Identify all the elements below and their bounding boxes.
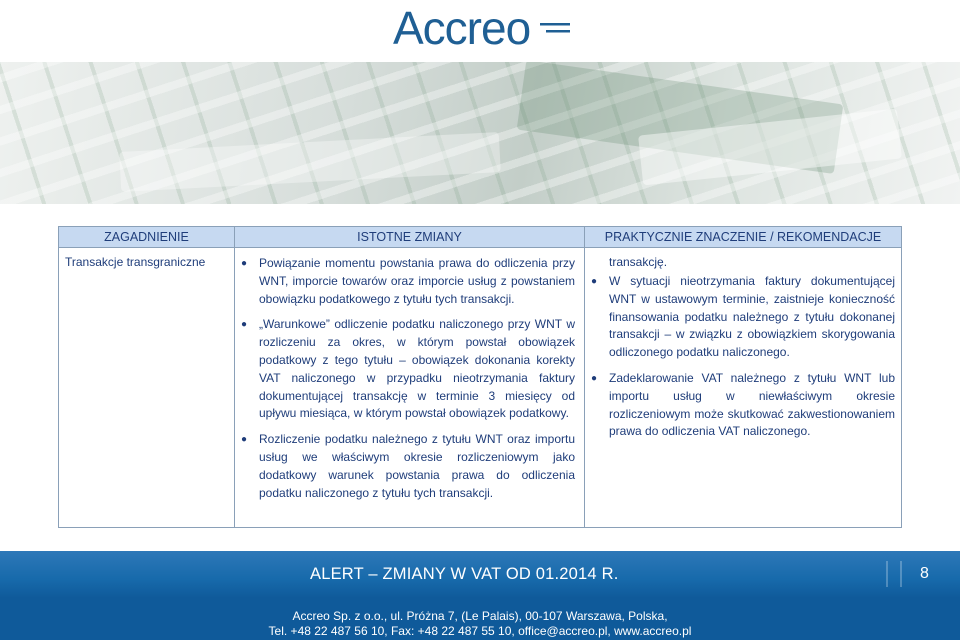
list-item-text: „Warunkowe” odliczenie podatku naliczonego przy WNT w rozliczeniu za okres, w którym powstał obowiązek podatkowy z tego tytułu – obowiązek dokonania korekty VAT naliczonego w przypadku nieotrzymania faktury dokumentującej transakcję w terminie 3 miesięcy od upływu miesiąca, w którym powstał obowiązek podatkowy. [259,317,575,421]
accreo-logo: Accreo [393,2,531,54]
list-item [241,316,575,423]
list-item [591,273,895,362]
column-header-changes: ISTOTNE ZMIANY [357,230,462,244]
column-divider [584,227,585,527]
header-banner-image [0,62,960,204]
list-item [241,431,575,502]
footer-title-band [0,551,960,598]
company-address: Accreo Sp. z o.o., ul. Próżna 7, (Le Palais), 00-107 Warszawa, Polska, [292,609,668,623]
table-header-row [59,227,901,248]
list-item [241,255,575,308]
list-item-text: Rozliczenie podatku należnego z tytułu WNT oraz importu usług we właściwym okresie rozliczeniowym jako dodatkowy warunek powstania prawa do odliczenia podatku naliczonego z tytułu tych transakcji. [259,432,575,500]
topic-cell: Transakcje transgraniczne [65,255,206,269]
logo-stripes-icon [540,21,570,35]
list-item-text: Zadeklarowanie VAT należnego z tytułu WNT lub importu usług w niewłaściwym okresie rozliczeniowym może skutkować zakwestionowaniem prawa do odliczenia VAT naliczonego. [609,370,895,439]
column-divider [234,227,235,527]
banner-document-shape [119,132,501,192]
footer-divider [900,561,902,587]
list-item [591,370,895,441]
recommendation-continued-text: transakcję. [609,255,668,269]
list-item-text: Powiązanie momentu powstania prawa do odliczenia przy WNT, imporcie towarów oraz imporcie usług z powstaniem obowiązku podatkowego z tytułu tych transakcji. [259,256,575,306]
bullet-icon: ● [591,276,598,287]
column-header-recommendations: PRAKTYCZNIE ZNACZENIE / REKOMENDACJE [604,230,882,244]
footer [0,551,960,640]
alert-title: ALERT – ZMIANY W VAT OD 01.2014 R. [310,565,619,583]
logo-bar [0,0,960,62]
bullet-icon: ● [241,258,248,269]
footer-divider [886,561,888,587]
bullet-icon: ● [241,434,248,446]
column-header-topic: ZAGADNIENIE [104,230,189,244]
page-number: 8 [920,565,929,582]
changes-list [241,255,575,510]
vat-changes-table [58,226,902,528]
company-contact: Tel. +48 22 487 56 10, Fax: +48 22 487 55 10, office@accreo.pl, www.accreo.pl [268,624,692,638]
list-item-text: W sytuacji nieotrzymania faktury dokumentującej WNT w ustawowym terminie, zaistnieje konieczność finansowania podatku należnego z tytułu dokonanej transakcji – w związku z obowiązkiem skorygowania odliczonego podatku naliczonego. [609,274,895,360]
bullet-icon: ● [591,372,598,384]
recommendations-list [591,273,895,449]
bullet-icon: ● [241,319,248,331]
